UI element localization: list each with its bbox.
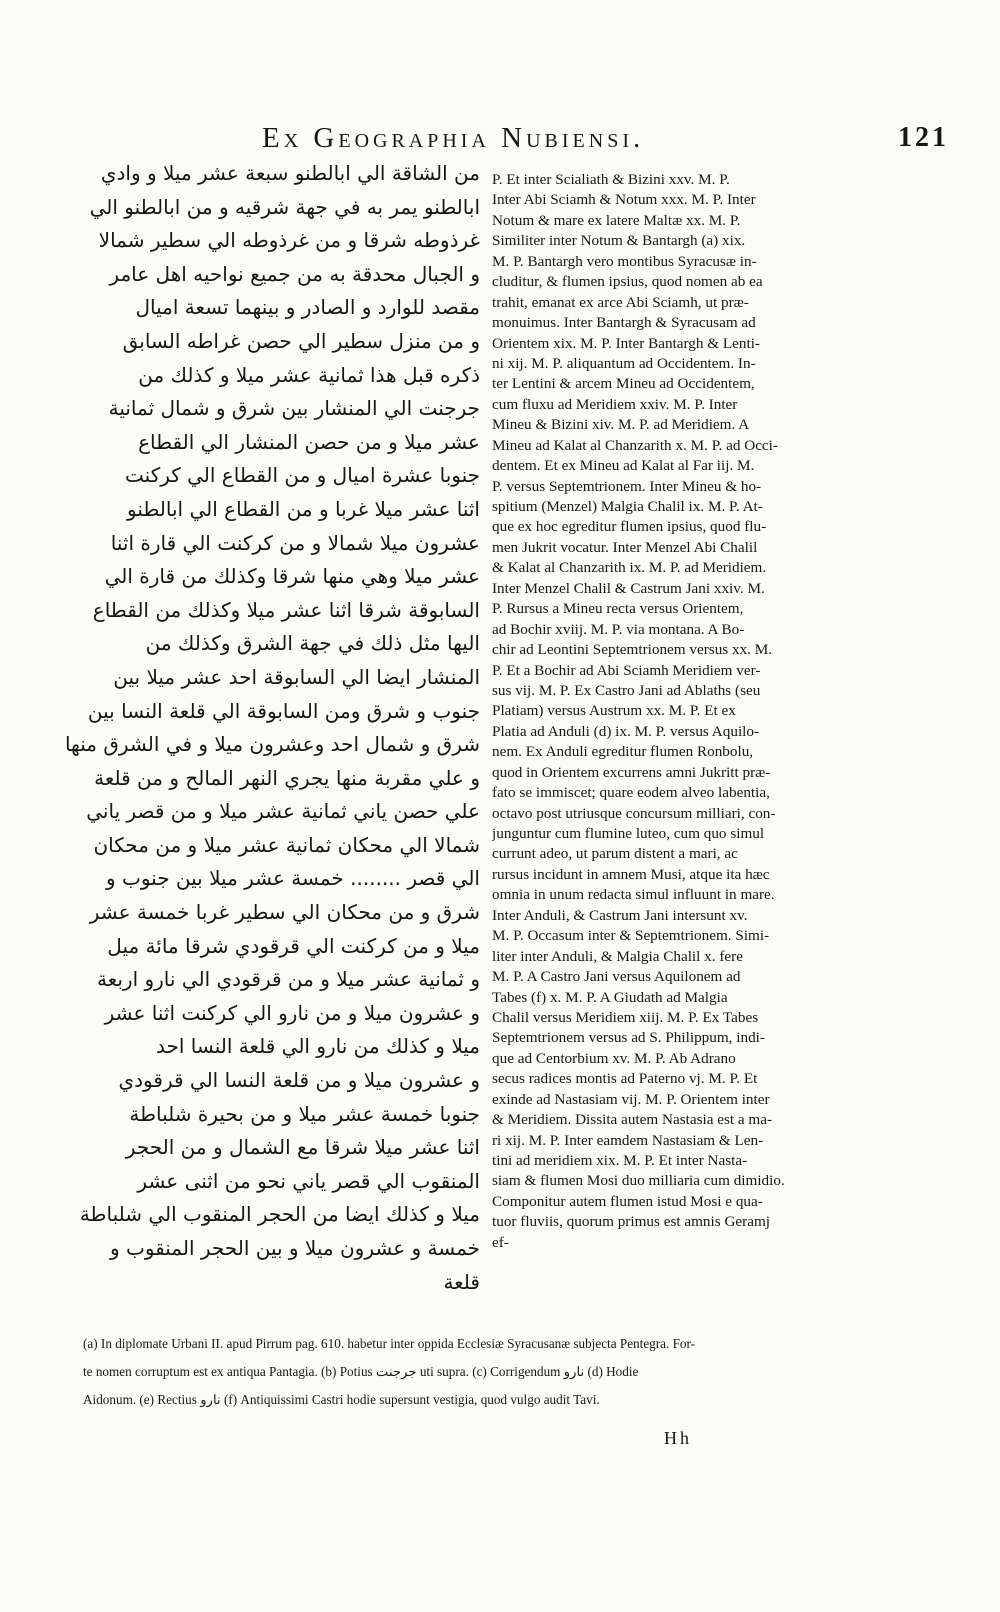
latin-text-line: Platiam) versus Austrum xx. M. P. Et ex (492, 702, 736, 720)
latin-text-line: sus vij. M. P. Ex Castro Jani ad Ablaths (seu (492, 681, 761, 699)
arabic-text-line: عشر ميلا وهي منها شرقا وكذلك من قارة الي (104, 564, 480, 589)
arabic-text-line: غرذوطه شرقا و من غرذوطه الي سطير شمالا (98, 228, 480, 253)
latin-text-line: nem. Ex Anduli egreditur flumen Ronbolu, (492, 743, 754, 761)
arabic-text-line: مقصد للوارد و الصادر و بينهما تسعة اميال (135, 295, 480, 320)
arabic-text-line: و الجبال محدقة به من جميع نواحيه اهل عامر (109, 261, 480, 286)
arabic-text-line: عشرون ميلا شمالا و من كركنت الي قارة اثنا (110, 530, 480, 555)
latin-text-line: secus radices montis ad Paterno vj. M. P. Et (492, 1070, 758, 1088)
latin-text-line: siam & flumen Mosi duo milliaria cum dimidio. (492, 1172, 785, 1190)
latin-text-line: que ex hoc egreditur flumen ipsius, quod flu- (492, 518, 767, 536)
latin-text-line: junguntur cum flumine luteo, cum quo simul (492, 825, 765, 842)
arabic-text-line: اثنا عشر ميلا غربا و من القطاع الي ابالطنو (127, 496, 480, 521)
footnote-line: te nomen corruptum est ex antiqua Pantagia. (b) Potius جرجنت uti supra. (c) Corrigendum نارو (d) Hodie (83, 1364, 639, 1379)
arabic-text-line: و ثمانية عشر ميلا و من قرقودي الي نارو اربعة (96, 967, 480, 992)
footnote-line: Aidonum. (e) Rectius نارو (f) Antiquissimi Castri hodie supersunt vestigia, quod vulgo audit Tavi. (83, 1392, 600, 1407)
footnote-line: (a) In diplomate Urbani II. apud Pirrum pag. 610. habetur inter oppida Ecclesiæ Syracusanæ subjecta Pentegra. For- (83, 1336, 696, 1351)
latin-text-line: ter Lentini & arcem Mineu ad Occidentem, (492, 375, 755, 393)
arabic-text-line: الي قصر ........ خمسة عشر ميلا بين جنوب و (105, 866, 480, 891)
latin-text-line: que ad Centorbium xv. M. P. Ab Adrano (492, 1049, 736, 1067)
latin-text-line: P. Rursus a Mineu recta versus Orientem, (492, 600, 744, 618)
latin-text-line: trahit, emanat ex arce Abi Sciamh, ut præ- (492, 293, 749, 311)
latin-text-line: rursus incidunt in amnem Musi, atque ita hæc (492, 865, 770, 883)
latin-text-line: ad Bochir xviij. M. P. via montana. A Bo- (492, 620, 745, 638)
running-title: Ex Geographia Nubiensi. (262, 122, 645, 154)
arabic-text-line: ميلا و كذلك ايضا من الحجر المنقوب الي شلباطة (79, 1202, 480, 1227)
latin-text-line: Componitur autem flumen istud Mosi e qua- (492, 1192, 763, 1210)
latin-text-line: Tabes (f) x. M. P. A Giudath ad Malgia (492, 988, 728, 1006)
arabic-text-line: جنوبا خمسة عشر ميلا و من بحيرة شلباطة (129, 1101, 480, 1126)
latin-text-line: Inter Anduli, & Castrum Jani intersunt xv. (492, 906, 748, 924)
latin-text-line: cluditur, & flumen ipsius, quod nomen ab ea (492, 273, 763, 291)
latin-text-line: spitium (Menzel) Malgia Chalil ix. M. P. At- (492, 498, 763, 515)
latin-text-line: cum fluxu ad Meridiem xxiv. M. P. Inter (492, 395, 738, 413)
latin-text-line: chir ad Leontini Septemtrionem versus xx. M. (492, 641, 773, 659)
page-number: 121 (898, 122, 949, 153)
arabic-text-line: ابالطنو يمر به في جهة شرقيه و من ابالطنو الي (89, 194, 480, 219)
latin-text-line: omnia in unum redacta simul influunt in mare. (492, 886, 775, 904)
latin-text-line: currunt adeo, ut parum distent a mari, ac (492, 845, 738, 863)
latin-text-line: P. Et inter Scialiath & Bizini xxv. M. P. (492, 171, 730, 188)
arabic-text-line: و عشرون ميلا و من قلعة النسا الي قرقودي (118, 1068, 480, 1093)
signature-mark: Hh (664, 1428, 692, 1448)
arabic-text-line: و من منزل سطير الي حصن غراطه السابق (122, 328, 480, 353)
latin-text-line: ef- (492, 1233, 509, 1251)
arabic-text-line: جرجنت الي المنشار بين شرق و شمال ثمانية (108, 396, 480, 421)
arabic-text-line: السابوقة شرقا اثنا عشر ميلا وكذلك من القطاع (92, 597, 480, 622)
latin-text-line: Inter Menzel Chalil & Castrum Jani xxiv. M. (492, 579, 765, 597)
latin-text-line: Similiter inter Notum & Bantargh (a) xix. (492, 232, 746, 250)
arabic-text-line: اثنا عشر ميلا شرقا مع الشمال و من الحجر (125, 1135, 480, 1160)
latin-text-line: exinde ad Nastasiam vij. M. P. Orientem inter (492, 1090, 770, 1108)
latin-text-line: Mineu & Bizini xiv. M. P. ad Meridiem. A (492, 416, 750, 434)
latin-text-line: ni xij. M. P. aliquantum ad Occidentem. In- (492, 354, 756, 372)
latin-text-line: P. Et a Bochir ad Abi Sciamh Meridiem ver- (492, 661, 761, 679)
arabic-text-line: قلعة (443, 1269, 480, 1294)
latin-text-line: Platia ad Anduli (d) ix. M. P. versus Aquilo- (492, 722, 760, 740)
arabic-text-line: شرق و من محكان الي سطير غربا خمسة عشر (89, 900, 480, 925)
arabic-text-line: المنشار ايضا الي السابوقة احد عشر ميلا بين (113, 664, 480, 689)
arabic-text-line: جنوب و شرق ومن السابوقة الي قلعة النسا بين (87, 698, 480, 723)
arabic-text-line: جنوبا عشرة اميال و من القطاع الي كركنت (125, 463, 480, 488)
arabic-text-line: ميلا و من كركنت الي قرقودي شرقا مائة ميل (107, 933, 480, 958)
latin-text-line: & Meridiem. Dissita autem Nastasia est a ma- (492, 1111, 773, 1129)
arabic-text-line: اليها مثل ذلك في جهة الشرق وكذلك من (145, 631, 480, 656)
arabic-text-line: و علي مقربة منها يجري النهر المالح و من قلعة (94, 765, 480, 790)
arabic-text-line: عشر ميلا و من حصن المنشار الي القطاع (138, 429, 480, 454)
latin-text-line: & Kalat al Chanzarith ix. M. P. ad Meridiem. (492, 559, 767, 577)
arabic-text-line: ذكره قبل هذا ثمانية عشر ميلا و كذلك من (138, 362, 480, 387)
arabic-text-line: علي حصن ياني ثمانية عشر ميلا و من قصر ياني (86, 799, 480, 824)
arabic-text-line: ميلا و كذلك من نارو الي قلعة النسا احد (156, 1034, 480, 1059)
latin-text-line: fato se immiscet; quare eodem alveo labentia, (492, 784, 770, 802)
latin-text-line: Mineu ad Kalat al Chanzarith x. M. P. ad Occi- (492, 436, 778, 454)
latin-text-column (492, 170, 907, 1253)
latin-text-line: Chalil versus Meridiem xiij. M. P. Ex Tabes (492, 1008, 759, 1026)
arabic-text-line: شمالا الي محكان ثمانية عشر ميلا و من محكان (93, 832, 480, 857)
arabic-text-line: خمسة و عشرون ميلا و بين الحجر المنقوب و (109, 1236, 480, 1260)
arabic-text-line: من الشاقة الي ابالطنو سبعة عشر ميلا و وادي (100, 161, 480, 185)
latin-text-line: octavo post utriusque concursum milliari, con- (492, 804, 776, 822)
latin-text-line: ri xij. M. P. Inter eamdem Nastasiam & Len- (492, 1131, 764, 1149)
latin-text-line: quod in Orientem excurrens amni Jukritt præ- (492, 763, 771, 781)
latin-text-line: men Jukrit vocatur. Inter Menzel Abi Chalil (492, 538, 758, 556)
latin-text-line: liter inter Anduli, & Malgia Chalil x. fere (492, 947, 743, 965)
latin-text-line: M. P. Bantargh vero montibus Syracusæ in- (492, 252, 757, 270)
latin-text-line: Notum & mare ex latere Maltæ xx. M. P. (492, 211, 741, 229)
latin-text-line: Orientem xix. M. P. Inter Bantargh & Lenti- (492, 334, 760, 352)
page-header (0, 118, 1000, 158)
latin-text-line: monuimus. Inter Bantargh & Syracusam ad (492, 314, 756, 332)
latin-text-line: M. P. Occasum inter & Septemtrionem. Simi- (492, 927, 770, 945)
arabic-text-line: و عشرون ميلا و من نارو الي كركنت اثنا عشر (104, 1000, 480, 1025)
arabic-text-line: المنقوب الي قصر ياني نحو من اثنى عشر (137, 1168, 480, 1193)
latin-text-line: tini ad meridiem xix. M. P. Et inter Nasta- (492, 1152, 748, 1169)
latin-text-line: dentem. Et ex Mineu ad Kalat al Far iij. M. (492, 457, 755, 475)
latin-text-line: Septemtrionem versus ad S. Philippum, indi- (492, 1029, 765, 1047)
latin-text-line: tuor fluviis, quorum primus est amnis Geramj (492, 1213, 770, 1231)
arabic-text-line: شرق و شمال احد وعشرون ميلا و في الشرق منها (64, 732, 480, 757)
arabic-text-column (60, 157, 480, 1299)
latin-text-line: Inter Abi Sciamh & Notum xxx. M. P. Inter (492, 191, 756, 209)
latin-text-line: P. versus Septemtrionem. Inter Mineu & ho- (492, 477, 762, 495)
latin-text-line: M. P. A Castro Jani versus Aquilonem ad (492, 968, 741, 986)
footnotes (83, 1330, 903, 1414)
